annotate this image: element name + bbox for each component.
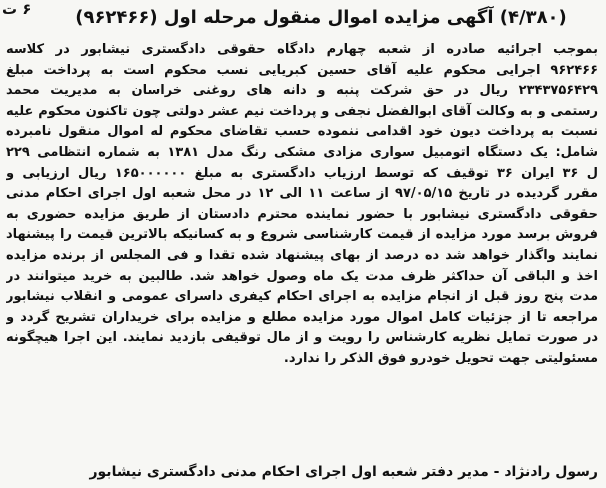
notice-body (6, 40, 598, 370)
body-line: بموجب اجرائیه صادره از شعبه چهارم دادگاه حقوقی دادگستری نیشابور در کلاسه (6, 42, 598, 57)
body-line: در صورت تمایل نظریه کارشناس را رویت و از مال توقیفی بازدید نمایند. این اجرا هیچگونه (6, 330, 598, 346)
notice-title: (۴/۳۸۰) آگهی مزایده اموال منقول مرحله اول (۹۶۲۴۶۶) (75, 7, 567, 28)
body-line: مقرر گردیده در تاریخ ۹۷/۰۵/۱۵ از ساعت ۱۱ الی ۱۲ در محل شعبه اول اجرای احکام مدنی (6, 186, 598, 202)
body-line: ل ۳۶ ایران ۳۶ توقیف که توسط ارزیاب دادگستری به مبلغ ۱۶۵۰۰۰۰۰۰ ریال ارزیابی و (6, 165, 598, 181)
body-line: فروش برسد مورد مزایده از قیمت کارشناسی شروع و به کسانیکه بالاترین قیمت را پیشنهاد (6, 227, 598, 243)
body-line: حقوقی دادگستری نیشابور با حضور نماینده محترم دادستان از طریق مزایده حضوری به (6, 206, 598, 222)
body-line: مسئولیتی جهت تحویل خودرو فوق الذکر را ندارد. (283, 350, 598, 366)
body-line: نسبت به پرداخت دیون خود اقدامی ننموده حسب تقاضای محکوم له اموال منقول نامبرده (6, 124, 598, 140)
body-line: شامل: یک دستگاه اتومبیل سواری مزادی مشکی رنگ مدل ۱۳۸۱ به شماره انتظامی ۲۲۹ (6, 144, 598, 160)
body-line: رستمی و به وکالت آقای ابوالفضل نجفی و پرداخت نیم عشر دولتی چون تاکنون محکوم علیه (6, 103, 598, 119)
body-line: ۲۳۴۳۷۵۶۴۲۹ ریال در حق شرکت پنبه و دانه های روغنی خراسان به مدیریت محمد (6, 83, 598, 99)
body-line: اخذ و الباقی آن حداکثر ظرف مدت یک ماه وصول خواهد شد. طالبین به خرید میتوانند در (6, 268, 598, 284)
corner-mark: ۶ ت (2, 0, 32, 18)
body-line: مدت پنج روز قبل از انجام مزایده به اجرای احکام کیفری داسرای عمومی و انقلاب نیشابور (6, 289, 598, 305)
body-line: ۹۶۲۴۶۶ اجرایی محکوم علیه آقای حسین کبریایی نسب محکوم است به پرداخت مبلغ (6, 62, 598, 78)
body-line: مراجعه تا از جزئیات کامل اموال مورد مزایده مطلع و مزایده برای خریداران تشریح گردد و (6, 309, 598, 325)
signature-line: رسول رادنژاد - مدیر دفتر شعبه اول اجرای احکام مدنی دادگستری نیشابور (89, 464, 598, 480)
body-line: نمایند واگذار خواهد شد ده درصد از بهای پیشنهاد شده تقدا و فی المجلس از برنده مزایده (6, 247, 598, 263)
